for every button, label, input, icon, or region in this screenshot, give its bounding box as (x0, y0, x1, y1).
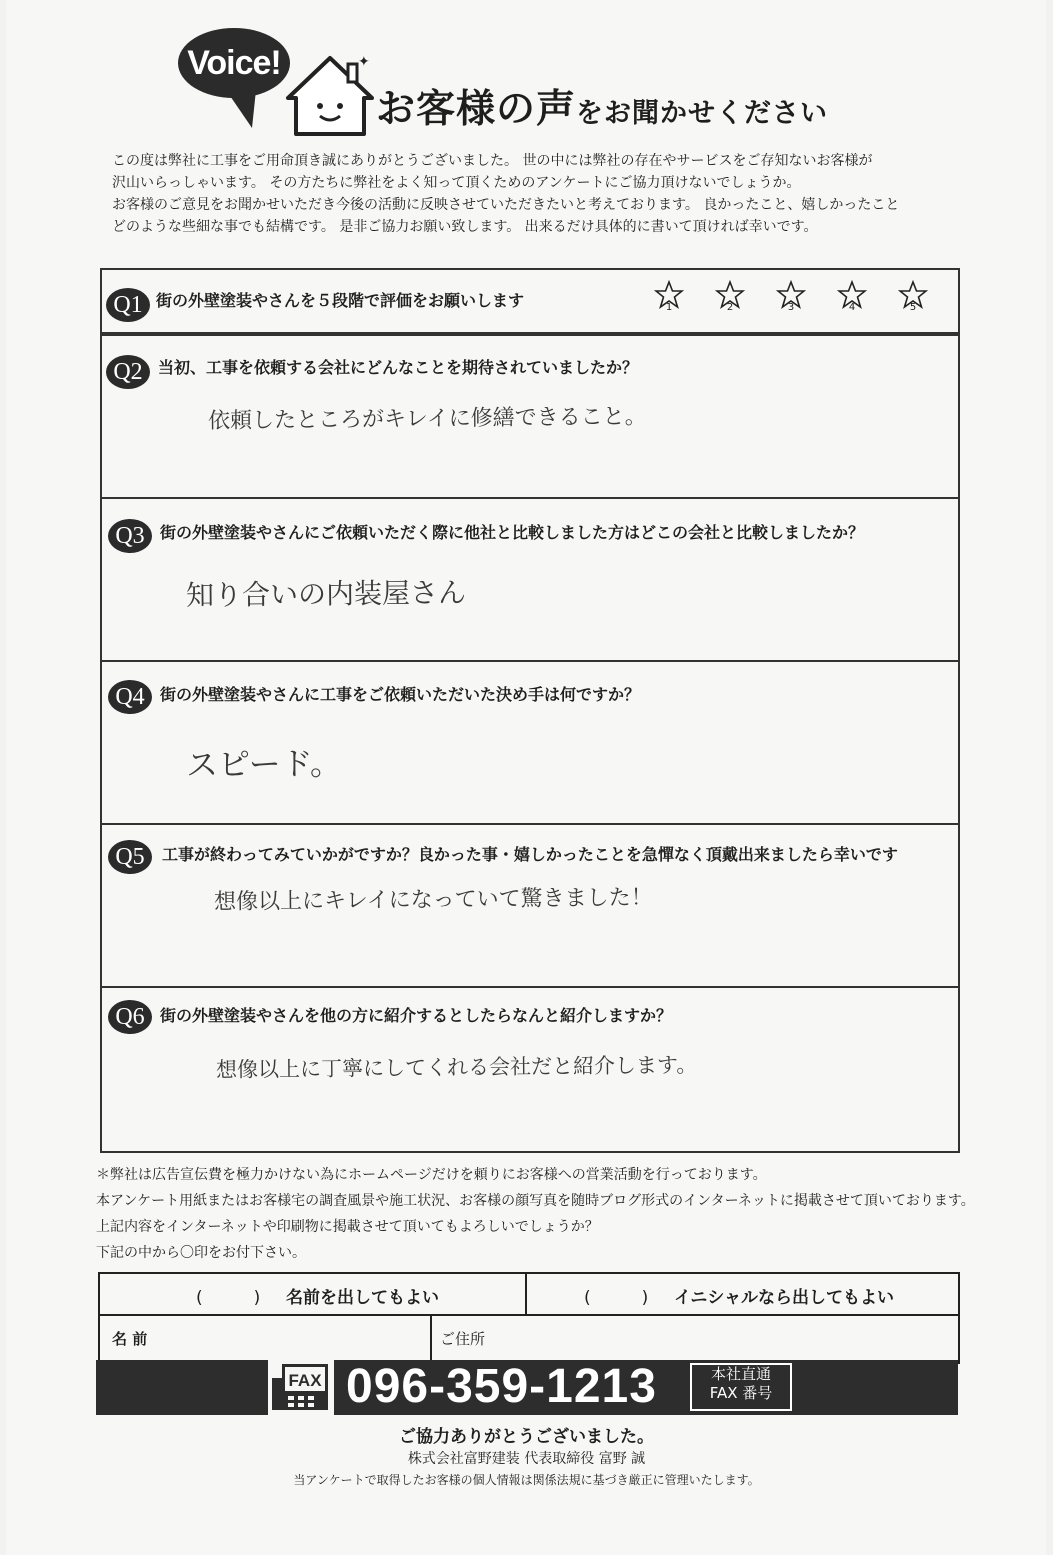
q3-text: 街の外壁塗装やさんにご依頼いただく際に他社と比較しました方はどこの会社と比較しましたか？ (160, 523, 865, 542)
q3-answer[interactable]: 知り合いの内装屋さん (185, 576, 467, 612)
divider (102, 660, 958, 662)
q2-text: 当初、工事を依頼する会社にどんなことを期待されていましたか？ (158, 358, 639, 377)
address-field[interactable] (500, 1314, 950, 1352)
q1-badge (106, 288, 150, 322)
intro-line: 沢山いらっしゃいます。 その方たちに弊社をよく知って頂くためのアンケートにご協力頂けないでしょうか。 (112, 175, 801, 191)
star-number: 5 (909, 302, 917, 313)
note-line: 本アンケート用紙またはお客様宅の調査風景や施工状況、お客様の顔写真を随時ブログ形式のインターネットに掲載させて頂いております。 (96, 1193, 975, 1209)
fax-label-line2: FAX 番号 (709, 1384, 773, 1402)
house-icon (284, 52, 376, 138)
divider (525, 1274, 527, 1314)
name-field[interactable] (232, 1314, 412, 1352)
name-label: 名 前 (112, 1330, 148, 1348)
note-line: 下記の中から〇印をお付下さい。 (96, 1245, 306, 1261)
page-title (376, 78, 828, 134)
intro-line: この度は弊社に工事をご用命頂き誠にありがとうございました。 世の中には弊社の存在やサービスをご存知ないお客様が (112, 153, 873, 169)
fax-label-line1: 本社直通 (710, 1365, 771, 1383)
intro-text (112, 150, 962, 238)
divider (102, 986, 958, 988)
option2-label: イニシャルなら出してもよい (674, 1288, 894, 1308)
divider (102, 497, 958, 499)
thanks-text: ご協力ありがとうございました。 (399, 1427, 654, 1447)
intro-line: お客様のご意見をお聞かせいただき今後の活動に反映させていただきたいと考えております。 良かったこと、嬉しかったこと (112, 197, 900, 213)
q4-text: 街の外壁塗装やさんに工事をご依頼いただいた決め手は何ですか？ (160, 685, 641, 704)
fax-number[interactable]: 096-359-1213 (346, 1360, 657, 1413)
star-number: 1 (665, 302, 673, 313)
q5-badge (108, 840, 152, 874)
q6-badge (108, 1000, 152, 1034)
q6-badge-label: Q6 (115, 1003, 145, 1030)
divider (430, 1314, 432, 1362)
star-number: 4 (848, 302, 856, 313)
company-text: 株式会社富野建装 代表取締役 富野 誠 (407, 1451, 646, 1467)
svg-text:✦: ✦ (358, 54, 370, 70)
note-line: ＊弊社は広告宣伝費を極力かけない為にホームページだけを頼りにお客様への営業活動を行っております。 (96, 1167, 767, 1183)
q1-text: 街の外壁塗装やさんを５段階で評価をお願いします (156, 291, 525, 310)
q1-badge-label: Q1 (113, 291, 143, 318)
star-number: 3 (787, 302, 795, 313)
q6-text: 街の外壁塗装やさんを他の方に紹介するとしたらなんと紹介しますか？ (160, 1006, 673, 1025)
star-number: 2 (726, 302, 734, 313)
q4-answer[interactable]: スピード。 (185, 744, 343, 784)
q2-badge (106, 355, 150, 389)
intro-line: どのような些細な事でも結構です。 是非ご協力お願い致します。 出来るだけ具体的に書いて頂ければ幸いです。 (112, 219, 818, 235)
q4-badge (108, 680, 152, 714)
note-line: 上記内容をインターネットや印刷物に掲載させて頂いてもよろしいでしょうか？ (96, 1219, 599, 1235)
title-main: お客様の声 (376, 87, 577, 132)
voice-bubble (178, 28, 290, 98)
address-label: ご住所 (440, 1330, 486, 1348)
privacy-notice: 当アンケートで取得したお客様の個人情報は関係法規に基づき厳正に管理いたします。 (293, 1473, 760, 1487)
fax-machine-icon (268, 1360, 334, 1415)
fax-label (690, 1363, 792, 1411)
q2-badge-label: Q2 (113, 358, 143, 385)
q5-text: 工事が終わってみていかがですか？良かった事・嬉しかったことを急憚なく頂戴出来ましたら幸いです (162, 845, 898, 864)
fax-icon-text: FAX (288, 1371, 322, 1390)
q2-answer[interactable]: 依頼したところがキレイに修繕できること。 (207, 404, 647, 434)
notes (96, 1162, 975, 1266)
bubble-tail-icon (222, 90, 262, 130)
option1-checkbox[interactable]: ( ) (196, 1288, 261, 1308)
option2-checkbox[interactable]: ( ) (584, 1288, 649, 1308)
divider (102, 823, 958, 825)
q3-badge-label: Q3 (115, 522, 145, 549)
q5-badge-label: Q5 (115, 843, 145, 870)
q5-answer[interactable]: 想像以上にキレイになっていて驚きました！ (213, 885, 653, 915)
option1-label: 名前を出してもよい (286, 1288, 439, 1308)
voice-label: Voice! (187, 43, 281, 82)
title-sub: をお聞かせください (576, 98, 829, 129)
q4-badge-label: Q4 (115, 683, 145, 710)
q6-answer[interactable]: 想像以上に丁寧にしてくれる会社だと紹介します。 (215, 1052, 698, 1082)
q3-badge (108, 519, 152, 553)
